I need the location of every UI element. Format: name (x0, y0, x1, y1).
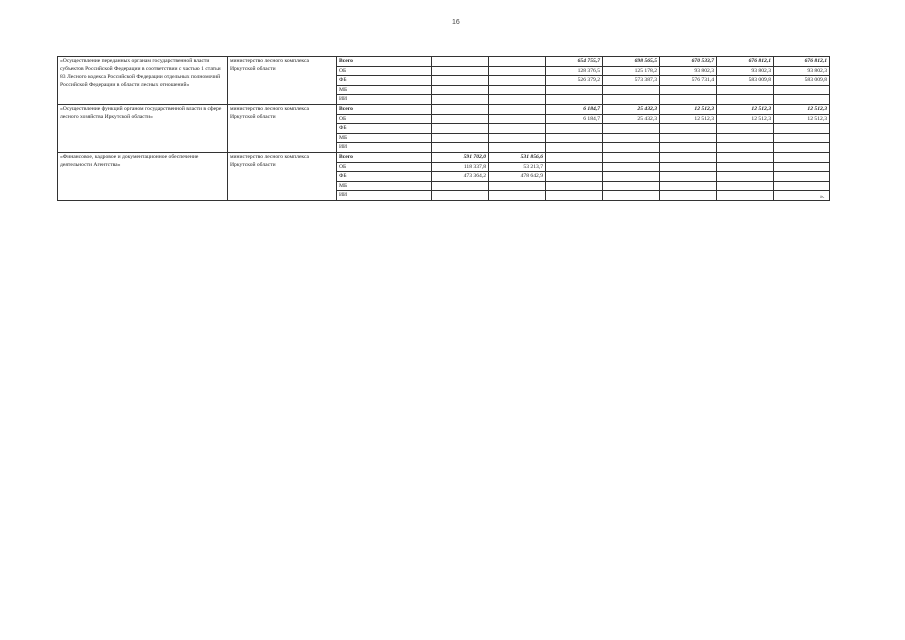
funding-source-cell: Всего (337, 152, 432, 162)
amount-cell (603, 85, 660, 95)
funding-source-cell: Всего (337, 104, 432, 114)
amount-cell (546, 162, 603, 172)
amount-cell (660, 162, 717, 172)
funding-source-cell: МБ (337, 181, 432, 191)
amount-cell: 93 802,3 (717, 66, 774, 76)
amount-cell: 93 802,3 (660, 66, 717, 76)
amount-cell (432, 76, 489, 86)
amount-cell (432, 191, 489, 201)
end-mark: ». (820, 194, 825, 200)
amount-cell (546, 133, 603, 143)
amount-cell: 53 213,7 (489, 162, 546, 172)
amount-cell (432, 57, 489, 67)
amount-cell: 12 512,3 (774, 114, 830, 124)
amount-cell (546, 152, 603, 162)
amount-cell (660, 85, 717, 95)
funding-source-cell: ИИ (337, 191, 432, 201)
amount-cell (603, 162, 660, 172)
amount-cell: 93 802,3 (774, 66, 830, 76)
amount-cell (717, 162, 774, 172)
budget-table (57, 56, 830, 201)
amount-cell: 531 856,6 (489, 152, 546, 162)
amount-cell (489, 85, 546, 95)
amount-cell: 12 512,3 (660, 114, 717, 124)
executor-cell: министерство лесного комплекса Иркутской области (228, 104, 337, 152)
amount-cell (717, 85, 774, 95)
amount-cell (489, 95, 546, 105)
amount-cell (774, 172, 830, 182)
table-row (58, 152, 830, 162)
amount-cell (774, 162, 830, 172)
amount-cell (489, 66, 546, 76)
amount-cell (660, 172, 717, 182)
amount-cell: 583 009,8 (774, 76, 830, 86)
executor-cell: министерство лесного комплекса Иркутской области (228, 152, 337, 200)
amount-cell (432, 95, 489, 105)
amount-cell (660, 181, 717, 191)
amount-cell (660, 152, 717, 162)
amount-cell (717, 95, 774, 105)
amount-cell (603, 95, 660, 105)
amount-cell: 12 512,3 (717, 114, 774, 124)
amount-cell: 526 379,2 (546, 76, 603, 86)
amount-cell (603, 152, 660, 162)
event-name-cell: «Финансовое, кадровое и документационное обеспечение деятельности Агентства» (58, 152, 228, 200)
amount-cell: 670 533,7 (660, 57, 717, 67)
amount-cell (432, 181, 489, 191)
event-name-cell: «Осуществление функций органом государственной власти в сфере лесного хозяйства Иркутской области» (58, 104, 228, 152)
amount-cell (489, 143, 546, 153)
amount-cell (717, 133, 774, 143)
amount-cell: 118 337,8 (432, 162, 489, 172)
amount-cell (489, 57, 546, 67)
amount-cell (432, 143, 489, 153)
amount-cell: 473 364,2 (432, 172, 489, 182)
amount-cell (489, 76, 546, 86)
amount-cell: 25 432,3 (603, 104, 660, 114)
amount-cell (774, 124, 830, 134)
amount-cell (432, 85, 489, 95)
amount-cell (717, 181, 774, 191)
amount-cell: 12 512,3 (717, 104, 774, 114)
funding-source-cell: ФБ (337, 172, 432, 182)
amount-cell (603, 143, 660, 153)
amount-cell (603, 133, 660, 143)
amount-cell (432, 124, 489, 134)
amount-cell (774, 95, 830, 105)
amount-cell (546, 124, 603, 134)
amount-cell (603, 191, 660, 201)
amount-cell: 12 512,3 (660, 104, 717, 114)
amount-cell (603, 181, 660, 191)
amount-cell: 125 178,2 (603, 66, 660, 76)
amount-cell (489, 114, 546, 124)
amount-cell (546, 191, 603, 201)
amount-cell (717, 191, 774, 201)
amount-cell: 6 184,7 (546, 104, 603, 114)
page-number: 16 (452, 19, 460, 26)
funding-source-cell: Всего (337, 57, 432, 67)
amount-cell: 583 009,8 (717, 76, 774, 86)
funding-source-cell: ФБ (337, 76, 432, 86)
amount-cell: 591 702,0 (432, 152, 489, 162)
amount-cell (660, 191, 717, 201)
amount-cell: 12 512,3 (774, 104, 830, 114)
amount-cell: 25 432,3 (603, 114, 660, 124)
amount-cell (717, 143, 774, 153)
table-row (58, 104, 830, 114)
amount-cell (489, 133, 546, 143)
amount-cell (660, 133, 717, 143)
amount-cell (603, 172, 660, 182)
funding-source-cell: ОБ (337, 114, 432, 124)
amount-cell (717, 172, 774, 182)
amount-cell (546, 143, 603, 153)
amount-cell (660, 95, 717, 105)
amount-cell (432, 114, 489, 124)
amount-cell (774, 181, 830, 191)
amount-cell (774, 152, 830, 162)
table-row (58, 57, 830, 67)
amount-cell (660, 124, 717, 134)
amount-cell (717, 124, 774, 134)
amount-cell (489, 104, 546, 114)
amount-cell: 576 731,4 (660, 76, 717, 86)
amount-cell (774, 143, 830, 153)
amount-cell (546, 181, 603, 191)
funding-source-cell: ИИ (337, 143, 432, 153)
amount-cell (546, 172, 603, 182)
funding-source-cell: МБ (337, 133, 432, 143)
amount-cell (432, 66, 489, 76)
budget-table-body (58, 57, 830, 201)
amount-cell: 698 565,5 (603, 57, 660, 67)
amount-cell: 573 387,3 (603, 76, 660, 86)
amount-cell (489, 181, 546, 191)
event-name-cell: «Осуществление переданных органам государственной власти субъектов Российской Федерации в соответствии с частью 1 статьи 83 Лесного кодекса Российской Федерации отдельных полномочий Российской Федерации в области лесных отношений» (58, 57, 228, 105)
funding-source-cell: ФБ (337, 124, 432, 134)
amount-cell (660, 143, 717, 153)
executor-cell: министерство лесного комплекса Иркутской области (228, 57, 337, 105)
funding-source-cell: ОБ (337, 162, 432, 172)
amount-cell (432, 104, 489, 114)
funding-source-cell: ИИ (337, 95, 432, 105)
amount-cell (717, 152, 774, 162)
amount-cell (489, 191, 546, 201)
amount-cell: 676 812,1 (774, 57, 830, 67)
amount-cell: 6 184,7 (546, 114, 603, 124)
amount-cell (546, 95, 603, 105)
amount-cell: 478 642,9 (489, 172, 546, 182)
amount-cell (432, 133, 489, 143)
funding-source-cell: МБ (337, 85, 432, 95)
amount-cell (774, 133, 830, 143)
amount-cell: 128 376,5 (546, 66, 603, 76)
amount-cell (489, 124, 546, 134)
amount-cell (546, 85, 603, 95)
amount-cell (603, 124, 660, 134)
amount-cell (774, 85, 830, 95)
funding-source-cell: ОБ (337, 66, 432, 76)
amount-cell: 654 755,7 (546, 57, 603, 67)
amount-cell: 676 812,1 (717, 57, 774, 67)
